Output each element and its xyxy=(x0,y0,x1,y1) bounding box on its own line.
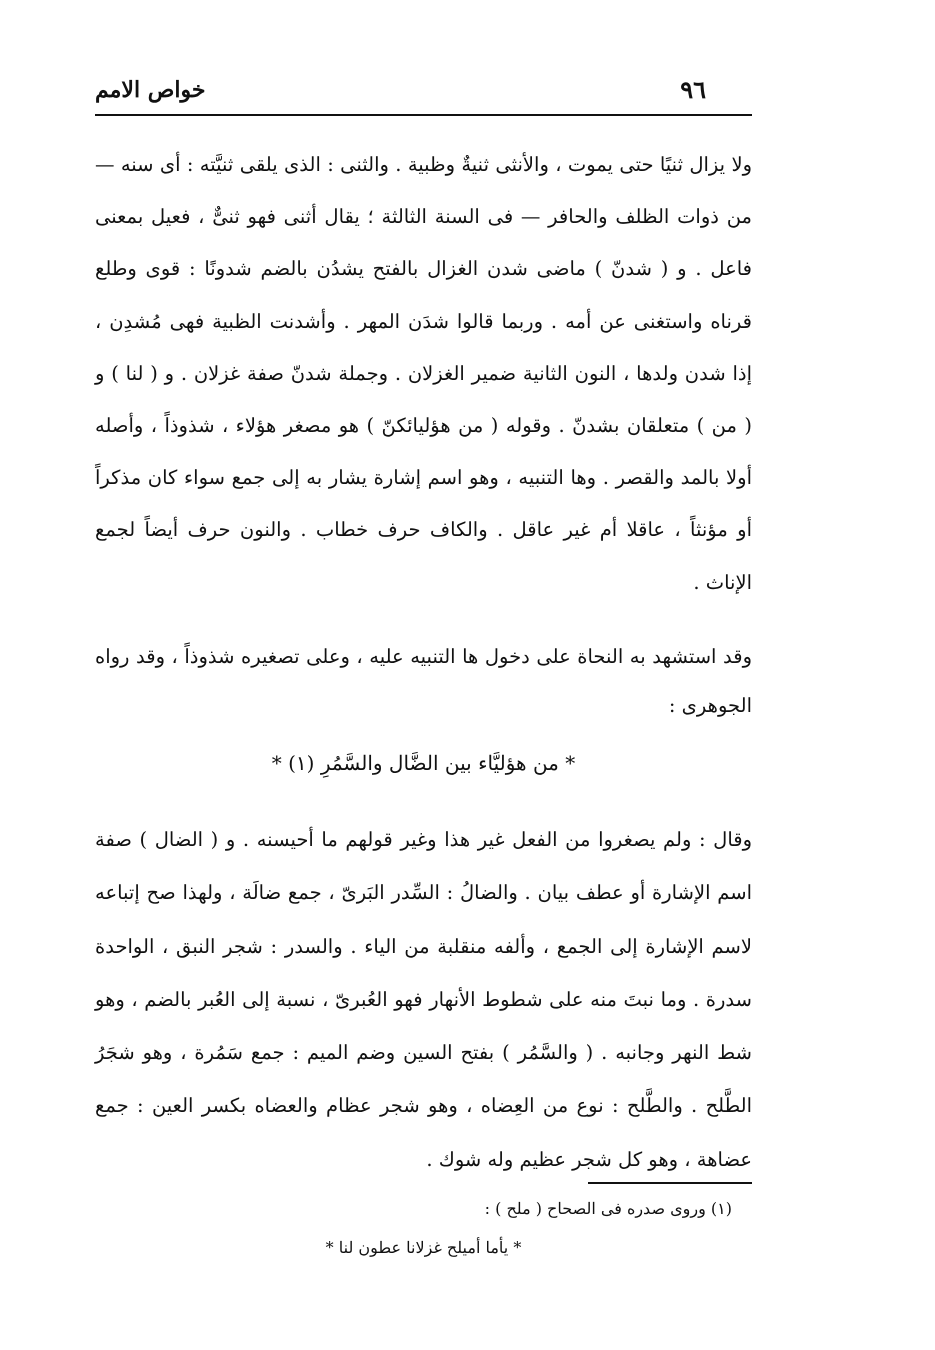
footnote-verse: * يأما أميلح غزلانا عطون لنا * xyxy=(325,1238,522,1257)
footnote-1: (١) وروى صدره فى الصحاح ( ملح ) : xyxy=(484,1199,732,1218)
running-header xyxy=(95,72,752,108)
paragraph-2: وقد استشهد به النحاة على دخول ها التنبيه عليه ، وعلى تصغيره شذوذاً ، وقد رواه الجوهرى : xyxy=(95,645,752,717)
verse-line: * من هؤليَّاء بين الضَّال والسَّمُرِ (١) * xyxy=(271,751,576,775)
running-title: خواص الامم xyxy=(95,77,206,103)
paragraph-3: وقال : ولم يصغروا من الفعل غير هذا وغير قولهم ما أحيسنه . و ( الضال ) صفة اسم الإشارة أو عطف بيان . والضالُ : السِّدر البَرىّ ، جمع ضالَة ، ولهذا صح إتباعه لاسم الإشارة إلى الجمع ، وألفه منقلبة من الياء . والسدر : شجر النبق ، الواحدة سدرة . وما نبتَ منه على شطوط الأنهار فهو العُبرىّ ، نسبة إلى العُبر بالضم ، وهو شط النهر وجانبه . ( والسَّمُر ) بفتح السين وضم الميم : جمع سَمُرة ، وهو شجَرُ الطَّلح . والطَّلح : نوع من العِضاه ، وهو شجر عظام والعضاه بكسر العين : جمع عضاهة ، وهو كل شجر عظيم وله شوك . xyxy=(95,828,752,1171)
paragraph-1: ولا يزال ثنيًا حتى يموت ، والأنثى ثنيةٌ وظبية . والثنى : الذى يلقى ثنيَّته : أى سنه — من ذوات الظلف والحافر — فى السنة الثالثة ؛ يقال أثنى فهو ثنىٌّ ، فعيل بمعنى فاعل . و ( شدنّ ) ماضى شدن الغزال بالفتح يشدُن بالضم شدونًا : قوى وطلع قرناه واستغنى عن أمه . وربما قالوا شدَن المهر . وأشدنت الظبية فهى مُشدِن ، إذا شدن ولدها ، النون الثانية ضمير الغزلان . وجملة شدنّ صفة غزلان . و ( لنا ) و ( من ) متعلقان بشدنّ . وقوله ( من هؤليائكنّ ) هو مصغر هؤلاء ، شذوذاً ، وأصله أولا بالمد والقصر . وها التنبيه ، وهو اسم إشارة يشار به إلى جمع سواء كان مذكراً أو مؤنثاً ، عاقلا أم غير عاقل . والكاف حرف خطاب . والنون حرف أيضاً لجمع الإناث . xyxy=(95,153,752,594)
footnote-rule xyxy=(588,1182,752,1184)
page-number: ٩٦ xyxy=(680,75,706,104)
header-rule xyxy=(95,114,752,116)
